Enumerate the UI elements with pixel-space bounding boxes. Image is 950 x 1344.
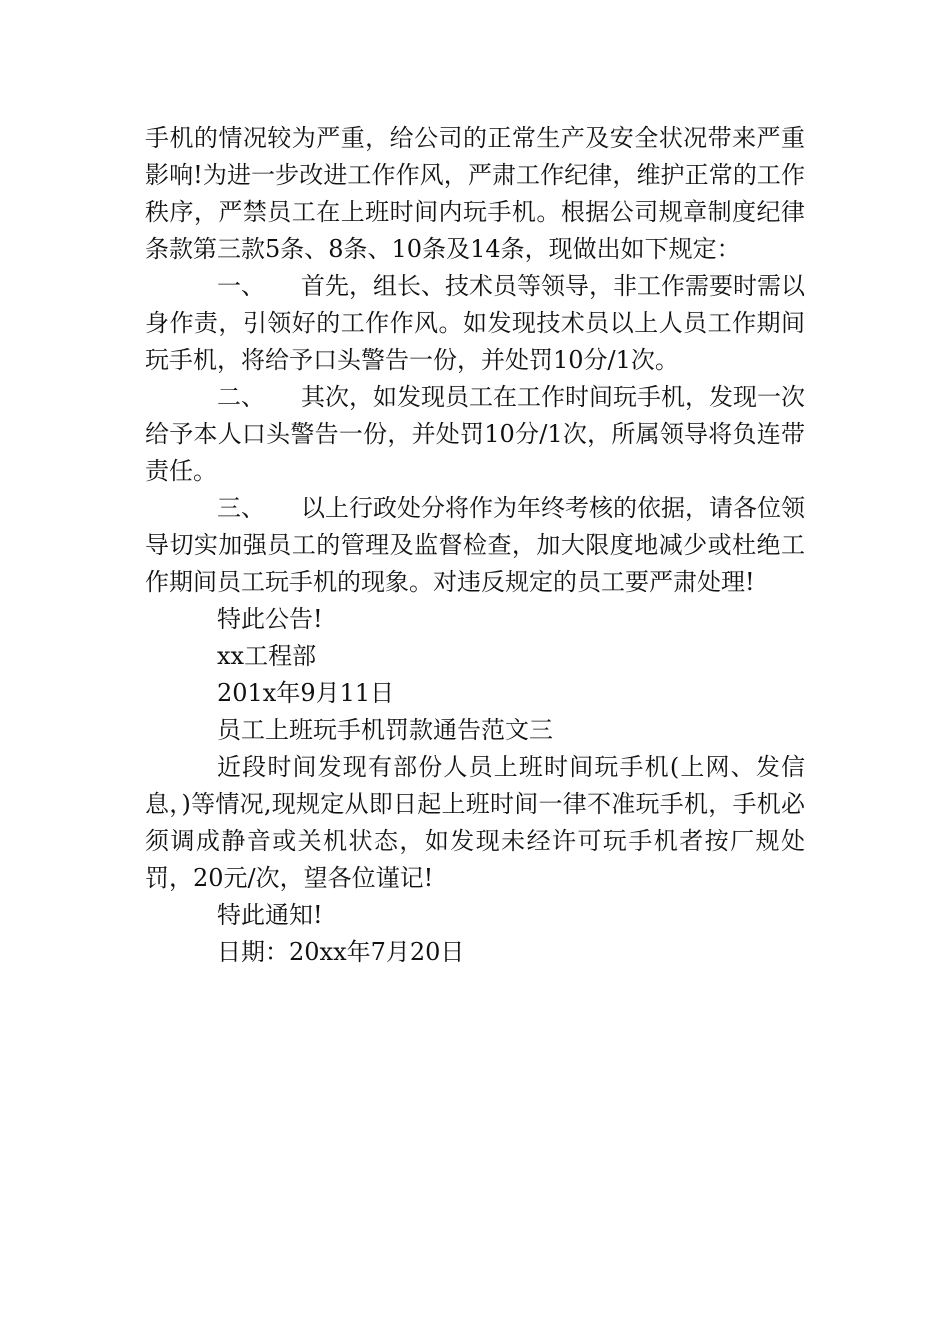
notice-paragraph: 近段时间发现有部份人员上班时间玩手机(上网、发信息，)等情况,现规定从即日起上班时间一律不准玩手机，手机必须调成静音或关机状态，如发现未经许可玩手机者按厂规处罚，20元/次，望各位谨记! xyxy=(145,753,805,892)
document-body xyxy=(145,120,805,971)
rule-number: 三、 xyxy=(217,494,265,522)
rule-item-2 xyxy=(145,379,805,490)
closing-announcement: 特此公告! xyxy=(217,605,323,633)
notice-date: 日期：20xx年7月20日 xyxy=(217,938,465,966)
closing-notice: 特此通知! xyxy=(217,901,323,929)
department-signature: xx工程部 xyxy=(217,642,317,670)
rule-text: 以上行政处分将作为年终考核的依据，请各位领导切实加强员工的管理及监督检查，加大限度地减少或杜绝工作期间员工玩手机的现象。对违反规定的员工要严肃处理! xyxy=(145,494,805,596)
issue-date: 201x年9月11日 xyxy=(217,679,395,707)
rule-text: 其次，如发现员工在工作时间玩手机，发现一次给予本人口头警告一份，并处罚10分/1次，所属领导将负连带责任。 xyxy=(145,383,805,485)
rule-number: 一、 xyxy=(217,272,265,300)
rule-item-1 xyxy=(145,268,805,379)
rule-item-3 xyxy=(145,490,805,601)
rule-number: 二、 xyxy=(217,383,265,411)
rule-text: 首先，组长、技术员等领导，非工作需要时需以身作责，引领好的工作作风。如发现技术员以上人员工作期间玩手机，将给予口头警告一份，并处罚10分/1次。 xyxy=(145,272,805,374)
intro-paragraph: 手机的情况较为严重，给公司的正常生产及安全状况带来严重影响!为进一步改进工作作风，严肃工作纪律，维护正常的工作秩序，严禁员工在上班时间内玩手机。根据公司规章制度纪律条款第三款5条、8条、10条及14条，现做出如下规定： xyxy=(145,124,805,263)
section-title: 员工上班玩手机罚款通告范文三 xyxy=(217,716,553,744)
